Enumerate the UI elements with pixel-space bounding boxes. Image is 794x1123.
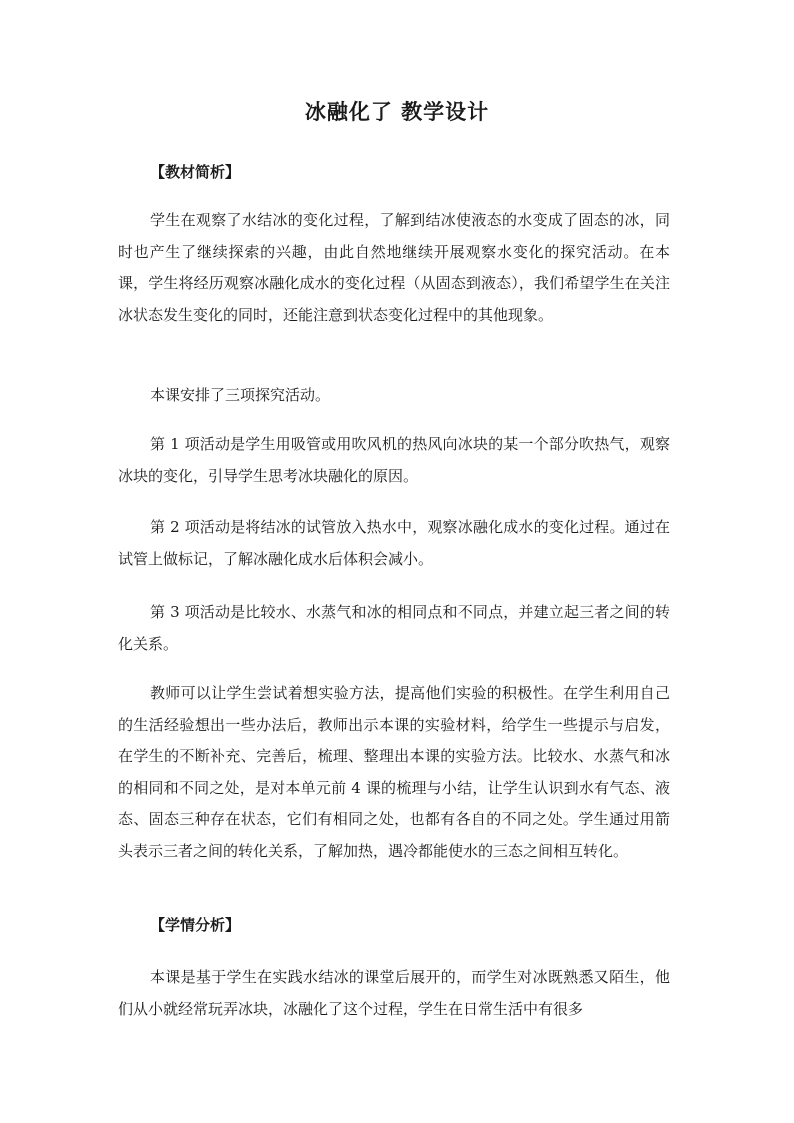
paragraph-activities-overview: 本课安排了三项探究活动。 <box>150 386 331 404</box>
paragraph-textbook-intro: 学生在观察了水结冰的变化过程，了解到结冰使液态的水变成了固态的冰，同时也产生了继续探索的兴趣，由此自然地继续开展观察水变化的探究活动。在本课，学生将经历观察冰融化成水的变化过程（从固态到液态），我们希望学生在关注冰状态发生变化的同时，还能注意到状态变化过程中的其他现象。 <box>118 211 670 324</box>
document-title: 冰融化了 教学设计 <box>304 99 490 124</box>
paragraph-student-analysis: 本课是基于学生在实践水结冰的课堂后展开的，而学生对冰既熟悉又陌生，他们从小就经常玩弄冰块，冰融化了这个过程，学生在日常生活中有很多 <box>118 968 670 1018</box>
paragraph-activity-2: 第 2 项活动是将结冰的试管放入热水中，观察冰融化成水的变化过程。通过在试管上做标记，了解冰融化成水后体积会减小。 <box>118 518 670 568</box>
paragraph-teaching-method: 教师可以让学生尝试着想实验方法，提高他们实验的积极性。在学生利用自己的生活经验想出一些办法后，教师出示本课的实验材料，给学生一些提示与启发，在学生的不断补充、完善后，梳理、整理出本课的实验方法。比较水、水蒸气和冰的相同和不同之处，是对本单元前 4 课的梳理与小结，让学生认识到水有气态、液态、固态三种存在状态，它们有相同之处，也都有各自的不同之处。学生通过用箭头表示三者之间的转化关系，了解加热，遇冷都能使水的三态之间相互转化。 <box>118 684 670 860</box>
section-heading-student-analysis: 【学情分析】 <box>150 916 241 934</box>
section-heading-textbook-analysis: 【教材简析】 <box>150 163 241 181</box>
paragraph-activity-1: 第 1 项活动是学生用吸管或用吹风机的热风向冰块的某一个部分吹热气，观察冰块的变化，引导学生思考冰块融化的原因。 <box>118 435 670 485</box>
paragraph-activity-3: 第 3 项活动是比较水、水蒸气和冰的相同点和不同点，并建立起三者之间的转化关系。 <box>118 603 670 653</box>
